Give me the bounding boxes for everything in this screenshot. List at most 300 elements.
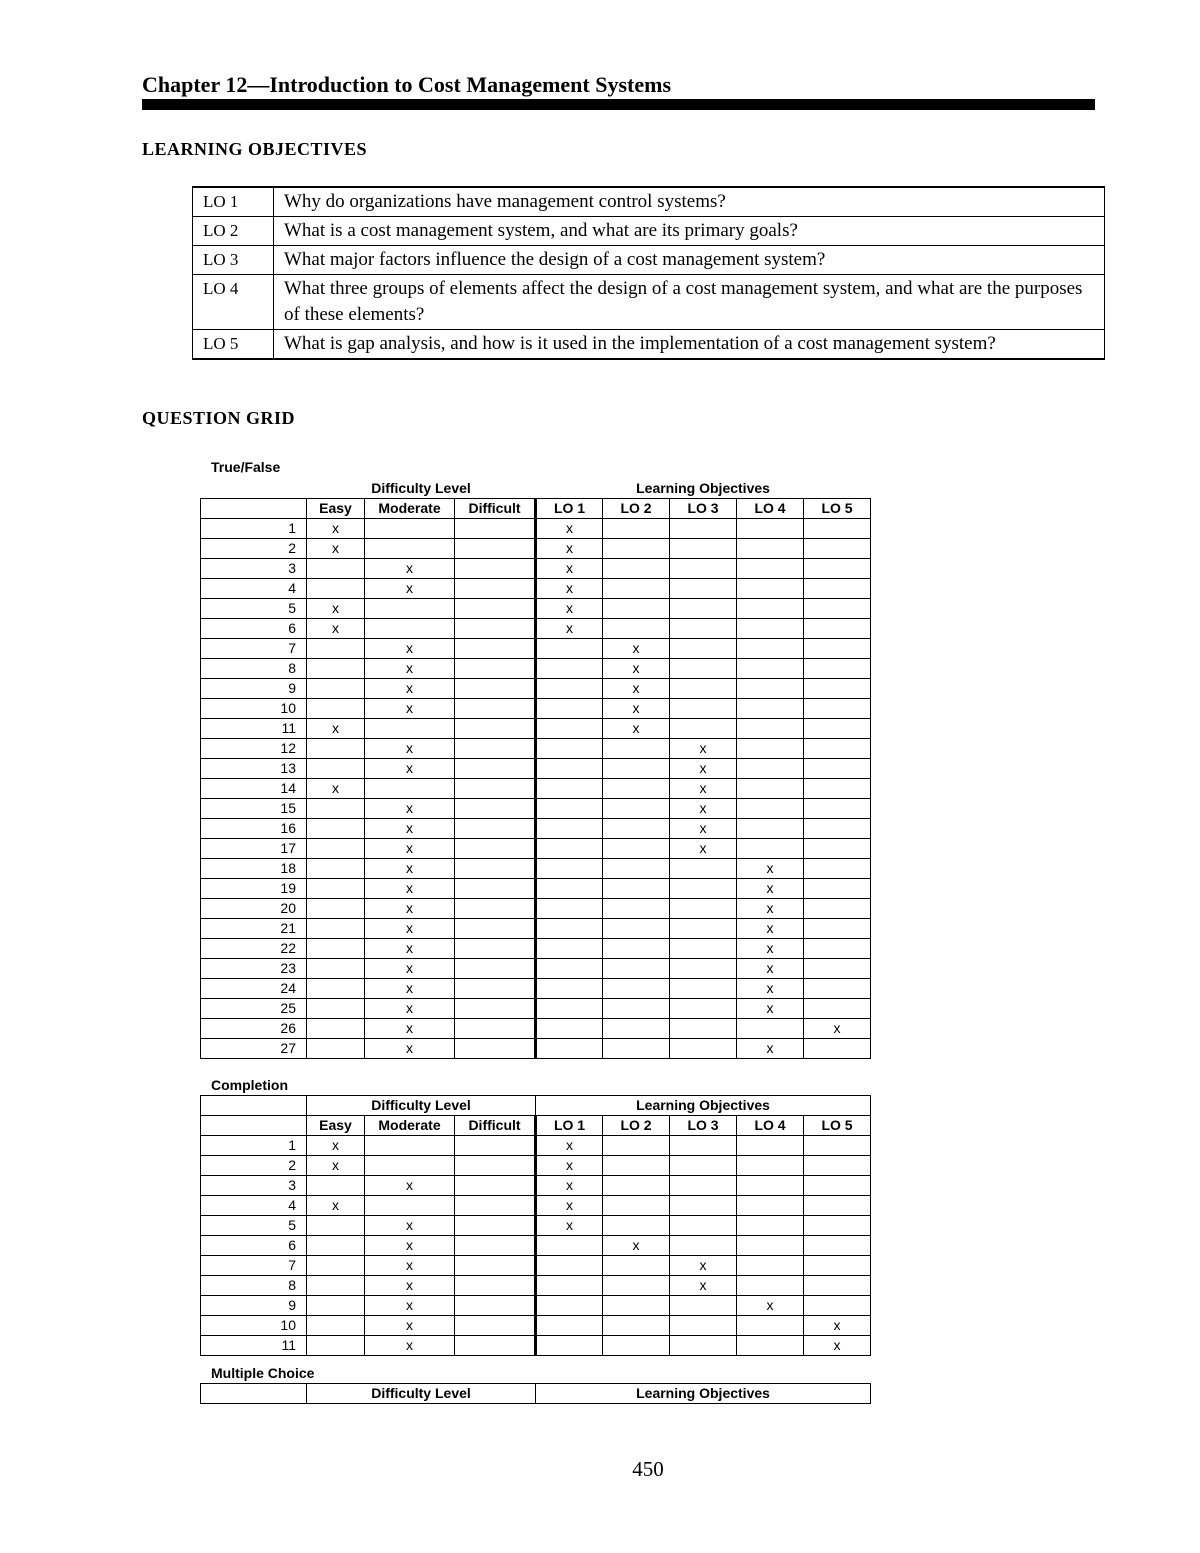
grid-cell: [670, 1019, 737, 1039]
x-mark: x: [670, 819, 737, 839]
grid-cell: [737, 739, 804, 759]
table-row: [201, 919, 871, 939]
grid-cell: [603, 1296, 670, 1316]
grid-cell: [603, 599, 670, 619]
question-number: 17: [201, 839, 307, 859]
grid-cell: [804, 919, 871, 939]
grid-cell: [307, 979, 365, 999]
x-mark: x: [365, 1256, 455, 1276]
grid-cell: [737, 719, 804, 739]
grid-cell: [603, 1256, 670, 1276]
grid-cell: [804, 979, 871, 999]
column-header: Moderate: [365, 499, 455, 519]
grid-cell: [670, 1316, 737, 1336]
grid-cell: [455, 919, 536, 939]
grid-cell: [455, 1196, 536, 1216]
grid-cell: [603, 939, 670, 959]
x-mark: x: [365, 1216, 455, 1236]
x-mark: x: [307, 539, 365, 559]
grid-cell: [455, 1156, 536, 1176]
grid-cell: [737, 1019, 804, 1039]
grid-cell: [536, 659, 603, 679]
table-row: [201, 999, 871, 1019]
table-row: [201, 1296, 871, 1316]
x-mark: x: [603, 699, 670, 719]
table-row: [201, 979, 871, 999]
grid-cell: [455, 679, 536, 699]
grid-cell: [804, 539, 871, 559]
x-mark: x: [670, 839, 737, 859]
question-number: 15: [201, 799, 307, 819]
grid-cell: [603, 559, 670, 579]
x-mark: x: [536, 559, 603, 579]
x-mark: x: [365, 799, 455, 819]
grid-cell: [603, 539, 670, 559]
x-mark: x: [737, 919, 804, 939]
grid-cell: [536, 679, 603, 699]
lo-row: [193, 275, 1105, 330]
grid-cell: [455, 1336, 536, 1356]
x-mark: x: [536, 1196, 603, 1216]
x-mark: x: [670, 1276, 737, 1296]
grid-cell: [307, 679, 365, 699]
x-mark: x: [365, 739, 455, 759]
grid-cell: [455, 1256, 536, 1276]
grid-cell: [307, 1256, 365, 1276]
x-mark: x: [365, 1296, 455, 1316]
grid-cell: [365, 599, 455, 619]
grid-group-header: [201, 1384, 871, 1404]
grid-cell: [670, 959, 737, 979]
grid-cell: [307, 999, 365, 1019]
x-mark: x: [307, 519, 365, 539]
grid-cell: [670, 899, 737, 919]
x-mark: x: [365, 639, 455, 659]
grid-cell: [536, 1019, 603, 1039]
column-header: LO 3: [670, 499, 737, 519]
grid-cell: [670, 919, 737, 939]
x-mark: x: [737, 979, 804, 999]
grid-cell: [603, 879, 670, 899]
grid-cell: [307, 1019, 365, 1039]
table-row: [201, 1256, 871, 1276]
grid-cell: [603, 1039, 670, 1059]
column-header: Easy: [307, 499, 365, 519]
question-number: 10: [201, 699, 307, 719]
header-blank: [201, 1384, 307, 1404]
grid-cell: [603, 779, 670, 799]
table-row: [201, 1039, 871, 1059]
grid-cell: [455, 1236, 536, 1256]
grid-cell: [670, 999, 737, 1019]
grid-cell: [455, 619, 536, 639]
table-row: [201, 1196, 871, 1216]
grid-cell: [307, 559, 365, 579]
x-mark: x: [737, 939, 804, 959]
question-number: 5: [201, 1216, 307, 1236]
grid-cell: [603, 739, 670, 759]
grid-cell: [737, 599, 804, 619]
grid-cell: [455, 939, 536, 959]
grid-cell: [307, 1236, 365, 1256]
question-number: 16: [201, 819, 307, 839]
grid-cell: [737, 1216, 804, 1236]
grid-cell: [307, 1039, 365, 1059]
x-mark: x: [365, 579, 455, 599]
grid-cell: [804, 999, 871, 1019]
grid-cell: [603, 1019, 670, 1039]
question-number: 3: [201, 559, 307, 579]
table-row: [201, 799, 871, 819]
grid-cell: [307, 579, 365, 599]
table-row: [201, 959, 871, 979]
grid-cell: [670, 559, 737, 579]
grid-cell: [365, 719, 455, 739]
table-row: [201, 559, 871, 579]
grid-cell: [737, 1256, 804, 1276]
column-header: LO 5: [804, 1116, 871, 1136]
grid-cell: [455, 799, 536, 819]
grid-cell: [737, 1196, 804, 1216]
table-row: [201, 859, 871, 879]
grid-cell: [670, 679, 737, 699]
grid-cell: [670, 519, 737, 539]
grid-cell: [737, 1236, 804, 1256]
grid-cell: [455, 599, 536, 619]
grid-group-header: [201, 479, 871, 499]
grid-cell: [603, 519, 670, 539]
grid-cell: [804, 1216, 871, 1236]
grid-cell: [603, 859, 670, 879]
grid-cell: [737, 1176, 804, 1196]
grid-cell: [307, 919, 365, 939]
grid-cell: [455, 539, 536, 559]
header-blank: [201, 479, 307, 499]
x-mark: x: [307, 1136, 365, 1156]
table-row: [201, 1336, 871, 1356]
x-mark: x: [670, 739, 737, 759]
x-mark: x: [737, 1039, 804, 1059]
grid-cell: [737, 779, 804, 799]
grid-cell: [455, 639, 536, 659]
lo-row: [193, 246, 1105, 275]
grid-cell: [536, 799, 603, 819]
grid-cell: [804, 1039, 871, 1059]
grid-cell: [536, 919, 603, 939]
table-row: [201, 579, 871, 599]
grid-cell: [455, 1296, 536, 1316]
x-mark: x: [307, 1196, 365, 1216]
grid-cell: [804, 699, 871, 719]
table-row: [201, 539, 871, 559]
grid-cell: [804, 1136, 871, 1156]
x-mark: x: [804, 1019, 871, 1039]
x-mark: x: [365, 959, 455, 979]
grid-cell: [804, 639, 871, 659]
grid-cell: [536, 719, 603, 739]
grid-cell: [670, 1216, 737, 1236]
grid-cell: [603, 1276, 670, 1296]
grid-cell: [804, 679, 871, 699]
column-header: LO 4: [737, 1116, 804, 1136]
question-number: 8: [201, 1276, 307, 1296]
question-number: 2: [201, 539, 307, 559]
grid-cell: [455, 719, 536, 739]
lo-row: [193, 330, 1105, 360]
grid-cell: [536, 699, 603, 719]
grid-cell: [307, 899, 365, 919]
page-number: 450: [632, 1457, 664, 1481]
column-header: Difficult: [455, 499, 536, 519]
learning-objectives-heading: LEARNING OBJECTIVES: [142, 139, 368, 159]
lo-text: What major factors influence the design of a cost management system?: [274, 246, 1105, 275]
completion-label: Completion: [211, 1077, 288, 1093]
grid-cell: [737, 1156, 804, 1176]
grid-cell: [307, 1216, 365, 1236]
grid-cell: [804, 619, 871, 639]
question-number: 12: [201, 739, 307, 759]
grid-cell: [737, 659, 804, 679]
grid-cell: [670, 719, 737, 739]
table-row: [201, 1216, 871, 1236]
lo-row: [193, 217, 1105, 246]
table-row: [201, 879, 871, 899]
grid-cell: [455, 1136, 536, 1156]
question-number: 14: [201, 779, 307, 799]
table-row: [201, 899, 871, 919]
table-row: [201, 1276, 871, 1296]
grid-cell: [737, 839, 804, 859]
grid-cell: [307, 1276, 365, 1296]
grid-cell: [307, 939, 365, 959]
grid-cell: [307, 759, 365, 779]
grid-cell: [603, 619, 670, 639]
grid-cell: [307, 1336, 365, 1356]
grid-cell: [307, 959, 365, 979]
grid-cell: [804, 859, 871, 879]
grid-cell: [455, 959, 536, 979]
grid-cell: [804, 519, 871, 539]
grid-cell: [670, 859, 737, 879]
true-false-label: True/False: [211, 459, 281, 475]
question-number: 5: [201, 599, 307, 619]
grid-cell: [307, 879, 365, 899]
grid-cell: [455, 819, 536, 839]
table-row: [201, 659, 871, 679]
grid-cell: [307, 739, 365, 759]
grid-cell: [455, 759, 536, 779]
grid-cell: [804, 939, 871, 959]
grid-cell: [455, 1039, 536, 1059]
multiple-choice-grid: [200, 1383, 871, 1404]
grid-cell: [455, 779, 536, 799]
table-row: [201, 939, 871, 959]
question-number: 1: [201, 1136, 307, 1156]
grid-cell: [455, 559, 536, 579]
x-mark: x: [737, 1296, 804, 1316]
title-rule: [142, 99, 1095, 110]
table-row: [201, 779, 871, 799]
table-row: [201, 739, 871, 759]
table-row: [201, 519, 871, 539]
grid-cell: [536, 1336, 603, 1356]
grid-cell: [455, 1316, 536, 1336]
x-mark: x: [536, 1216, 603, 1236]
x-mark: x: [365, 1336, 455, 1356]
grid-cell: [603, 759, 670, 779]
grid-cell: [603, 1176, 670, 1196]
grid-cell: [536, 1316, 603, 1336]
grid-cell: [603, 819, 670, 839]
grid-cell: [804, 819, 871, 839]
learning-objectives-header: Learning Objectives: [536, 1096, 871, 1116]
x-mark: x: [307, 599, 365, 619]
table-row: [201, 679, 871, 699]
grid-column-header: [201, 499, 871, 519]
x-mark: x: [365, 1276, 455, 1296]
question-number: 22: [201, 939, 307, 959]
grid-cell: [603, 1216, 670, 1236]
x-mark: x: [536, 1136, 603, 1156]
grid-cell: [603, 999, 670, 1019]
difficulty-level-header: Difficulty Level: [307, 1384, 536, 1404]
question-number: 27: [201, 1039, 307, 1059]
question-number: 6: [201, 619, 307, 639]
grid-cell: [365, 1156, 455, 1176]
lo-code: LO 2: [193, 217, 274, 246]
question-number: 20: [201, 899, 307, 919]
grid-cell: [737, 799, 804, 819]
grid-cell: [670, 1176, 737, 1196]
lo-text: What is a cost management system, and what are its primary goals?: [274, 217, 1105, 246]
grid-cell: [804, 959, 871, 979]
column-header: LO 5: [804, 499, 871, 519]
grid-cell: [455, 999, 536, 1019]
grid-cell: [307, 799, 365, 819]
grid-cell: [804, 599, 871, 619]
table-row: [201, 699, 871, 719]
question-number: 13: [201, 759, 307, 779]
question-number: 25: [201, 999, 307, 1019]
table-row: [201, 619, 871, 639]
grid-cell: [365, 1136, 455, 1156]
grid-column-header: [201, 1116, 871, 1136]
x-mark: x: [536, 599, 603, 619]
x-mark: x: [365, 919, 455, 939]
column-header: Easy: [307, 1116, 365, 1136]
question-grid-heading: QUESTION GRID: [142, 408, 296, 428]
grid-cell: [737, 539, 804, 559]
x-mark: x: [365, 999, 455, 1019]
grid-cell: [455, 859, 536, 879]
grid-cell: [737, 519, 804, 539]
grid-cell: [603, 799, 670, 819]
grid-cell: [804, 799, 871, 819]
grid-cell: [536, 859, 603, 879]
x-mark: x: [365, 559, 455, 579]
table-row: [201, 719, 871, 739]
table-row: [201, 1316, 871, 1336]
grid-cell: [670, 699, 737, 719]
x-mark: x: [804, 1336, 871, 1356]
grid-cell: [455, 1019, 536, 1039]
grid-cell: [804, 899, 871, 919]
x-mark: x: [603, 719, 670, 739]
grid-cell: [670, 639, 737, 659]
grid-cell: [804, 559, 871, 579]
grid-cell: [536, 839, 603, 859]
multiple-choice-label: Multiple Choice: [211, 1365, 315, 1381]
x-mark: x: [536, 1156, 603, 1176]
lo-text: What three groups of elements affect the design of a cost management system, and what are the purposes of these elements?: [274, 275, 1105, 330]
x-mark: x: [670, 799, 737, 819]
grid-cell: [307, 639, 365, 659]
grid-cell: [307, 819, 365, 839]
true-false-grid: [200, 479, 871, 1059]
column-header: LO 1: [536, 1116, 603, 1136]
grid-cell: [804, 839, 871, 859]
grid-cell: [804, 1156, 871, 1176]
grid-cell: [536, 779, 603, 799]
grid-cell: [603, 1336, 670, 1356]
grid-cell: [603, 579, 670, 599]
grid-cell: [455, 519, 536, 539]
table-row: [201, 839, 871, 859]
grid-cell: [603, 959, 670, 979]
grid-cell: [670, 539, 737, 559]
grid-cell: [536, 819, 603, 839]
question-number: 24: [201, 979, 307, 999]
grid-cell: [804, 1296, 871, 1316]
column-header: LO 3: [670, 1116, 737, 1136]
lo-code: LO 5: [193, 330, 274, 360]
lo-code: LO 4: [193, 275, 274, 330]
grid-cell: [603, 1316, 670, 1336]
x-mark: x: [737, 859, 804, 879]
grid-cell: [603, 1196, 670, 1216]
x-mark: x: [670, 759, 737, 779]
lo-text: Why do organizations have management control systems?: [274, 187, 1105, 217]
chapter-title: Chapter 12—Introduction to Cost Management Systems: [142, 72, 672, 97]
x-mark: x: [536, 539, 603, 559]
grid-cell: [455, 1216, 536, 1236]
grid-cell: [536, 1039, 603, 1059]
header-blank: [201, 1096, 307, 1116]
grid-cell: [455, 579, 536, 599]
lo-code: LO 1: [193, 187, 274, 217]
table-row: [201, 1236, 871, 1256]
question-number: 9: [201, 1296, 307, 1316]
x-mark: x: [603, 679, 670, 699]
column-header: Moderate: [365, 1116, 455, 1136]
column-header-blank: [201, 1116, 307, 1136]
column-header: LO 4: [737, 499, 804, 519]
grid-cell: [603, 1156, 670, 1176]
grid-cell: [455, 1176, 536, 1196]
grid-cell: [737, 1136, 804, 1156]
grid-cell: [670, 879, 737, 899]
table-row: [201, 759, 871, 779]
grid-cell: [737, 619, 804, 639]
grid-cell: [536, 1256, 603, 1276]
question-number: 4: [201, 1196, 307, 1216]
x-mark: x: [307, 719, 365, 739]
grid-cell: [804, 759, 871, 779]
question-number: 2: [201, 1156, 307, 1176]
grid-cell: [455, 739, 536, 759]
grid-cell: [804, 1196, 871, 1216]
x-mark: x: [365, 699, 455, 719]
